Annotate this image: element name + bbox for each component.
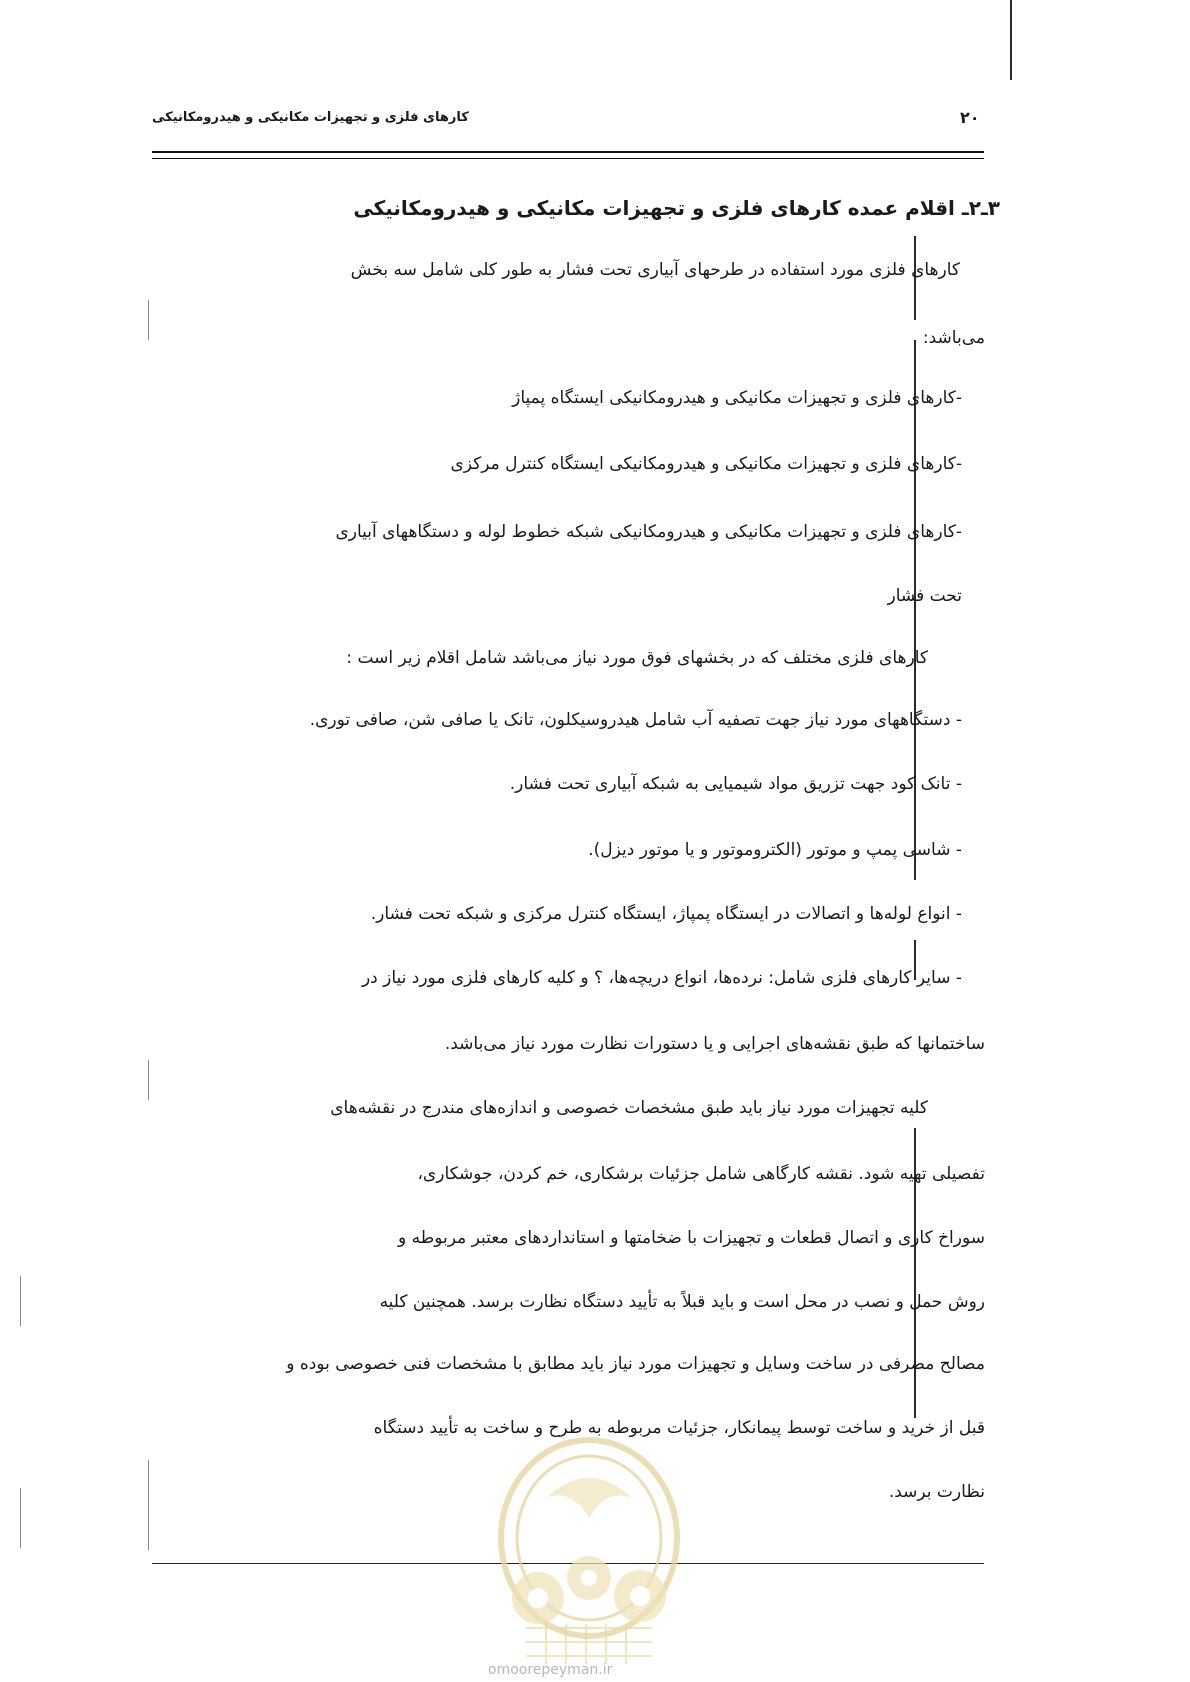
scan-margin-line	[148, 300, 149, 340]
list-item: -کارهای فلزی و تجهیزات مکانیکی و هیدرومکانیکی ایستگاه کنترل مرکزی	[450, 454, 962, 474]
scan-margin-line	[148, 1060, 149, 1100]
paragraph-line: کلیه تجهیزات مورد نیاز باید طبق مشخصات خصوصی و اندازه‌های مندرج در نقشه‌های	[330, 1098, 928, 1118]
watermark-logo-icon	[486, 1428, 692, 1668]
scan-margin-line	[20, 1488, 21, 1548]
paragraph-line: می‌باشد:	[922, 328, 985, 348]
paragraph-line: روش حمل و نصب در محل است و باید قبلاً به تأیید دستگاه نظارت برسد. همچنین کلیه	[379, 1292, 985, 1312]
paragraph-line: تفصیلی تهیه شود. نقشه کارگاهی شامل جزئیات برشکاری، خم کردن، جوشکاری،	[417, 1164, 985, 1184]
scan-margin-line	[148, 1460, 149, 1550]
scan-margin-line	[914, 340, 916, 880]
list-item: -کارهای فلزی و تجهیزات مکانیکی و هیدرومکانیکی شبکه خطوط لوله و دستگاههای آبیاری	[335, 522, 962, 542]
watermark-url: omoorepeyman.ir	[488, 1662, 613, 1678]
paragraph-line: کارهای فلزی مورد استفاده در طرحهای آبیاری تحت فشار به طور کلی شامل سه بخش	[350, 260, 960, 280]
scan-margin-line	[1010, 0, 1012, 80]
running-title: کارهای فلزی و تجهیزات مکانیکی و هیدرومکانیکی	[152, 110, 469, 125]
paragraph-line: نظارت برسد.	[888, 1482, 985, 1502]
list-item: ساختمانها که طبق نقشه‌های اجرایی و یا دستورات نظارت مورد نیاز می‌باشد.	[444, 1034, 985, 1054]
list-item: - انواع لوله‌ها و اتصالات در ایستگاه پمپاژ، ایستگاه کنترل مرکزی و شبکه تحت فشار.	[370, 904, 962, 924]
paragraph-line: کارهای فلزی مختلف که در بخشهای فوق مورد نیاز می‌باشد شامل اقلام زیر است :	[346, 648, 928, 668]
paragraph-line: قبل از خرید و ساخت توسط پیمانکار، جزئیات مربوطه به طرح و ساخت به تأیید دستگاه	[373, 1418, 985, 1438]
list-item: تحت فشار	[887, 586, 962, 606]
page-number: ۲۰	[960, 108, 980, 127]
paragraph-line: سوراخ کاری و اتصال قطعات و تجهیزات با ضخامتها و استانداردهای معتبر مربوطه و	[398, 1228, 985, 1248]
list-item: - دستگاههای مورد نیاز جهت تصفیه آب شامل هیدروسیکلون، تانک یا صافی شن، صافی توری.	[309, 710, 962, 730]
scan-margin-line	[20, 1276, 21, 1326]
section-heading: ۳ـ۲ـ اقلام عمده کارهای فلزی و تجهیزات مکانیکی و هیدرومکانیکی	[353, 196, 1000, 220]
list-item: - تانک کود جهت تزریق مواد شیمیایی به شبکه آبیاری تحت فشار.	[509, 774, 962, 794]
header-rule	[152, 158, 984, 159]
list-item: - سایر کارهای فلزی شامل: نرده‌ها، انواع دریچه‌ها، ؟ و کلیه کارهای فلزی مورد نیاز در	[361, 968, 962, 988]
header-rule	[152, 151, 984, 153]
list-item: -کارهای فلزی و تجهیزات مکانیکی و هیدرومکانیکی ایستگاه پمپاژ	[512, 388, 962, 408]
list-item: - شاسی پمپ و موتور (الکتروموتور و یا موتور دیزل).	[588, 840, 962, 860]
paragraph-line: مصالح مصرفی در ساخت وسایل و تجهیزات مورد نیاز باید مطابق با مشخصات فنی خصوصی بوده و	[286, 1354, 985, 1374]
